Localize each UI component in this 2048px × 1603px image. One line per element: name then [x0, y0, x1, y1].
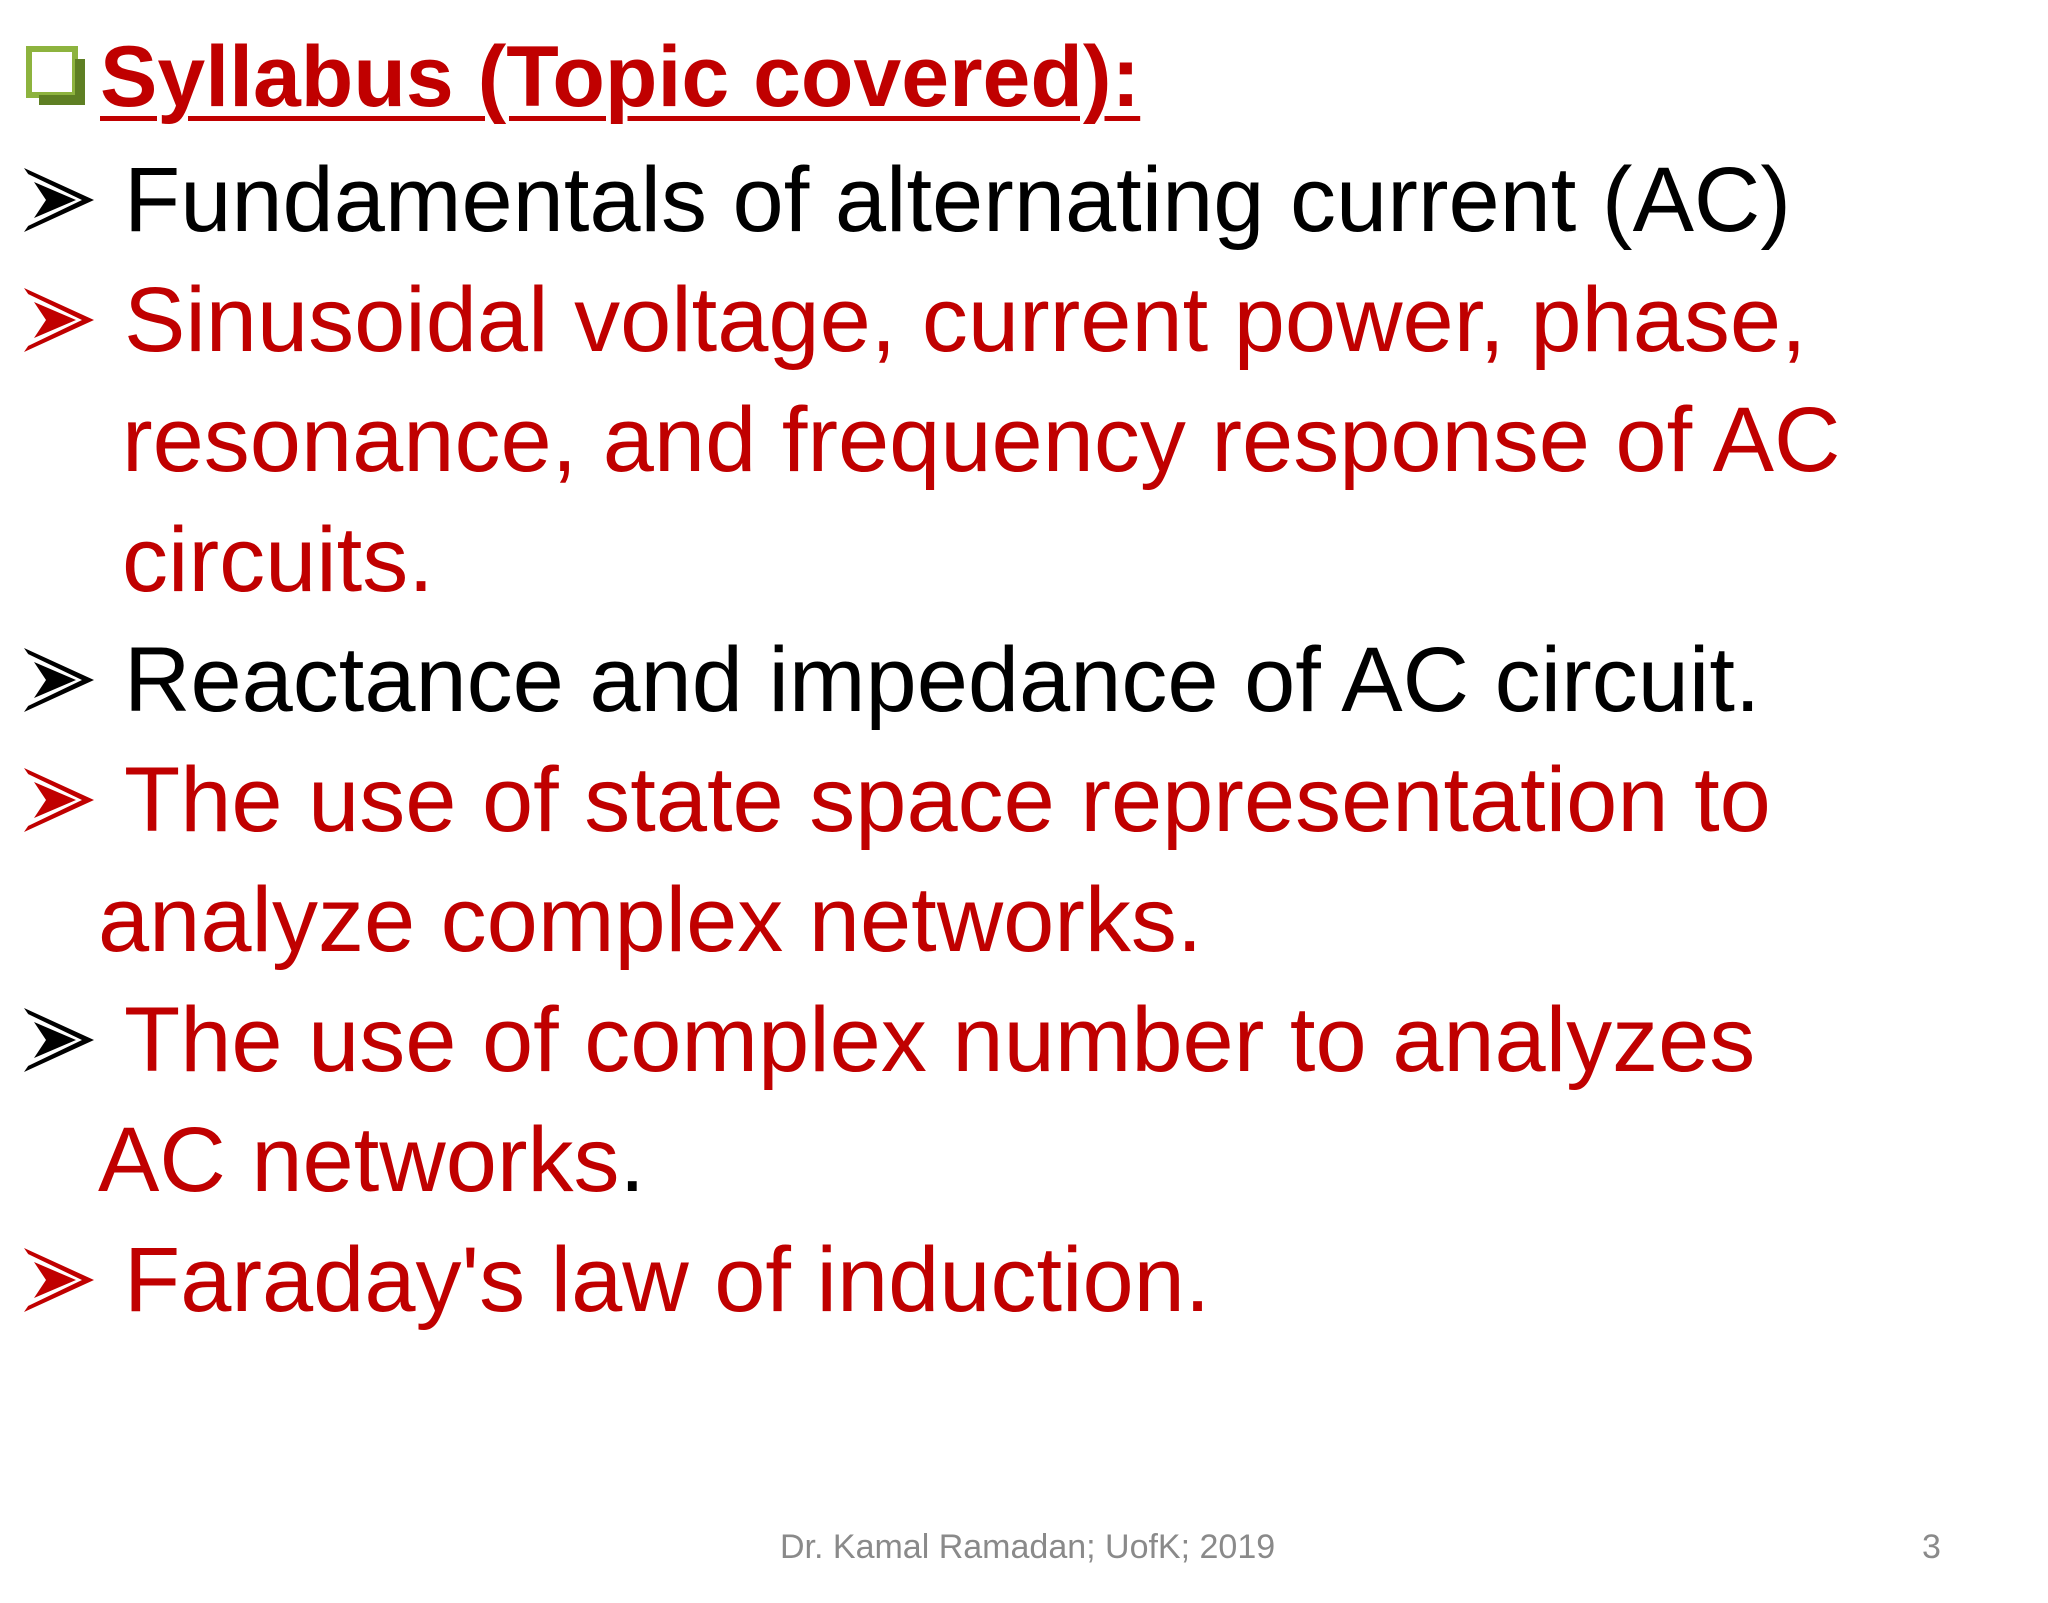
topic-item-5	[24, 980, 1755, 1100]
topic-text: AC networks	[98, 1109, 620, 1211]
title-row	[26, 22, 1140, 132]
topic-item-2-continuation: circuits.	[122, 509, 434, 611]
arrow-bullet-icon	[24, 648, 94, 712]
topic-item-2	[24, 260, 1807, 380]
topic-text: Fundamentals of alternating current (AC)	[124, 149, 1792, 251]
topic-item-1	[24, 140, 1791, 260]
arrow-bullet-icon	[24, 1008, 94, 1072]
page-number: 3	[1922, 1528, 1941, 1566]
topic-text: Faraday's law of induction.	[124, 1229, 1211, 1331]
arrow-bullet-icon	[24, 288, 94, 352]
topic-item-4	[24, 740, 1771, 860]
topic-item-6	[24, 1220, 1210, 1340]
topic-text: The use of complex number to analyzes	[124, 989, 1756, 1091]
arrow-bullet-icon	[24, 168, 94, 232]
topic-item-5-continuation	[98, 1100, 645, 1220]
footer-author: Dr. Kamal Ramadan; UofK; 2019	[780, 1528, 1276, 1566]
checkbox-icon	[26, 46, 88, 108]
topic-text: Reactance and impedance of AC circuit.	[124, 629, 1761, 731]
topic-item-2-continuation: resonance, and frequency response of AC	[122, 389, 1841, 491]
topic-text-period: .	[619, 1109, 646, 1211]
arrow-bullet-icon	[24, 1248, 94, 1312]
topic-item-3	[24, 620, 1760, 740]
slide-footer	[0, 1528, 2048, 1568]
topic-text: Sinusoidal voltage, current power, phase,	[124, 269, 1807, 371]
topic-text: The use of state space representation to	[124, 749, 1771, 851]
topic-item-4-continuation: analyze complex networks.	[98, 869, 1203, 971]
arrow-bullet-icon	[24, 768, 94, 832]
slide-title: Syllabus (Topic covered):	[100, 29, 1141, 125]
